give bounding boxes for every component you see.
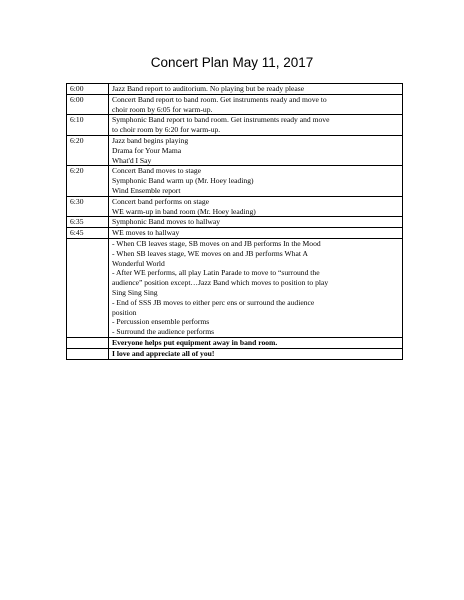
- description-line: - Surround the audience performs: [112, 327, 215, 337]
- table-row: [67, 337, 403, 348]
- table-row: [67, 238, 403, 337]
- description-line: Jazz Band report to auditorium. No playing but be ready please: [112, 84, 305, 93]
- description-line: WE moves to hallway: [112, 228, 180, 238]
- time-cell: 6:35: [67, 217, 109, 228]
- description-line: Concert Band moves to stage: [112, 166, 201, 176]
- table-row: [67, 94, 403, 115]
- time-cell: 6:30: [67, 196, 109, 217]
- page-title: Concert Plan May 11, 2017: [150, 55, 314, 70]
- description-line: What'd I Say: [112, 155, 152, 165]
- description-line: Symphonic Band moves to hallway: [112, 217, 220, 227]
- time-cell: 6:00: [67, 84, 109, 95]
- description-line: Symphonic Band warm up (Mr. Hoey leading): [112, 176, 254, 186]
- description-line: choir room by 6:05 for warm-up.: [112, 104, 213, 114]
- description-line: - When CB leaves stage, SB moves on and JB performs In the Mood: [112, 238, 321, 248]
- table-row: [67, 217, 403, 228]
- time-cell: 6:45: [67, 228, 109, 239]
- description-cell: [109, 84, 403, 95]
- description-cell: [109, 228, 403, 239]
- description-cell: [109, 166, 403, 196]
- table-row: [67, 166, 403, 196]
- description-line: Jazz band begins playing: [112, 135, 189, 145]
- description-cell: [109, 94, 403, 115]
- table-row: [67, 196, 403, 217]
- table-row: [67, 228, 403, 239]
- description-line: to choir room by 6:20 for warm-up.: [112, 125, 221, 135]
- description-line: WE warm-up in band room (Mr. Hoey leading): [112, 206, 256, 216]
- description-line: Symphonic Band report to band room. Get instruments ready and move: [112, 115, 330, 125]
- description-line: Drama for Your Mama: [112, 145, 182, 155]
- time-cell: 6:20: [67, 166, 109, 196]
- description-line: Everyone helps put equipment away in band room.: [112, 337, 278, 347]
- description-line: position: [112, 307, 137, 317]
- description-cell: [109, 337, 403, 348]
- table-row: [67, 115, 403, 136]
- time-cell: [67, 337, 109, 348]
- description-line: Wind Ensemble report: [112, 185, 181, 195]
- description-cell: [109, 238, 403, 337]
- description-cell: [109, 196, 403, 217]
- table-row: [67, 135, 403, 165]
- time-cell: 6:10: [67, 115, 109, 136]
- description-line: Sing Sing Sing: [112, 287, 158, 297]
- description-line: Wonderful World: [112, 258, 165, 268]
- description-cell: [109, 135, 403, 165]
- time-cell: [67, 348, 109, 359]
- table-row: [67, 348, 403, 359]
- time-cell: 6:20: [67, 135, 109, 165]
- description-line: Concert Band report to band room. Get instruments ready and move to: [112, 94, 327, 104]
- description-cell: [109, 348, 403, 359]
- description-cell: [109, 115, 403, 136]
- description-line: Concert band performs on stage: [112, 196, 210, 206]
- description-line: - End of SSS JB moves to either perc ens or surround the audience: [112, 297, 315, 307]
- description-line: - Percussion ensemble performs: [112, 317, 210, 327]
- description-cell: [109, 217, 403, 228]
- description-line: - When SB leaves stage, WE moves on and JB performs What A: [112, 248, 308, 258]
- description-line: I love and appreciate all of you!: [112, 348, 215, 358]
- description-line: audience” position except…Jazz Band which moves to position to play: [112, 278, 329, 288]
- time-cell: [67, 238, 109, 337]
- schedule-table: [66, 83, 403, 360]
- time-cell: 6:00: [67, 94, 109, 115]
- table-row: [67, 84, 403, 95]
- description-line: - After WE performs, all play Latin Parade to move to “surround the: [112, 268, 320, 278]
